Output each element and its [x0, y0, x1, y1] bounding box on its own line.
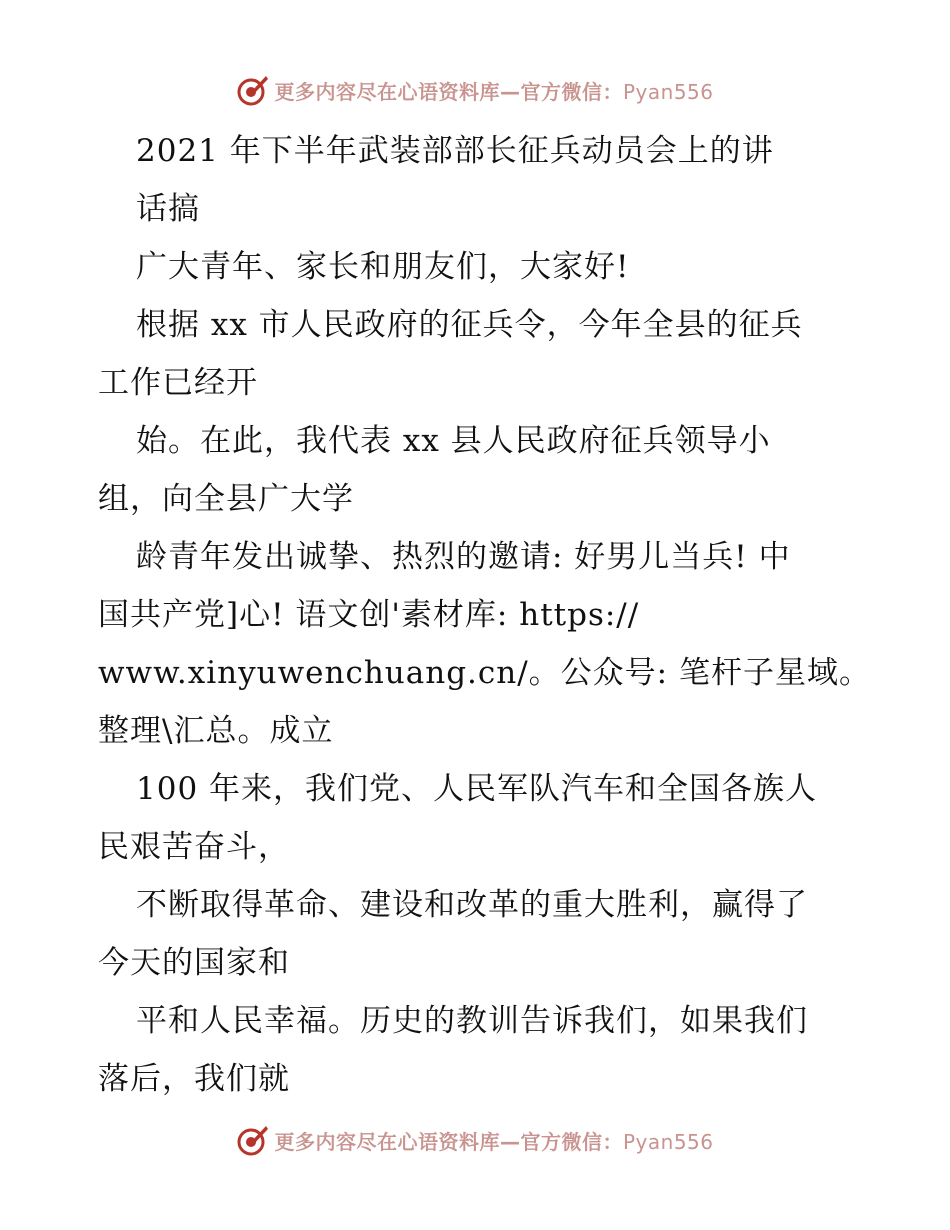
title-line-1: 2021 年下半年武装部部长征兵动员会上的讲 — [136, 133, 774, 169]
body-line: 始。在此，我代表 xx 县人民政府征兵领导小 — [136, 423, 771, 459]
body-line: 龄青年发出诚挚、热烈的邀请: 好男儿当兵! 中 — [136, 539, 791, 575]
document-body — [98, 122, 871, 1108]
body-line: 今天的国家和 — [98, 945, 290, 981]
header-banner-text: 更多内容尽在心语资料库—官方微信：Pyan556 — [274, 79, 714, 104]
title-line-2: 话搞 — [136, 191, 200, 227]
body-line: 100 年来，我们党、人民军队汽车和全国各族人 — [136, 771, 818, 807]
wechat-id: Pyan556 — [622, 1129, 714, 1154]
body-line: 不断取得革命、建设和改革的重大胜利，赢得了 — [136, 887, 808, 923]
body-line: 根据 xx 市人民政府的征兵令，今年全县的征兵 — [136, 307, 803, 343]
body-line: 平和人民幸福。历史的教训告诉我们，如果我们 — [136, 1003, 808, 1039]
quill-logo-icon — [236, 73, 270, 107]
footer-banner-text: 更多内容尽在心语资料库—官方微信：Pyan556 — [274, 1129, 714, 1154]
quill-logo-icon — [236, 1123, 270, 1157]
body-line: 工作已经开 — [98, 365, 258, 401]
body-line: www.xinyuwenchuang.cn/。公众号: 笔杆子星域。 — [98, 655, 871, 691]
wechat-id: Pyan556 — [622, 79, 714, 104]
body-line: 组，向全县广大学 — [98, 481, 354, 517]
header-banner — [0, 70, 950, 110]
body-line: 广大青年、家长和朋友们，大家好! — [136, 249, 630, 285]
body-line: 落后，我们就 — [98, 1061, 290, 1097]
footer-banner — [0, 1120, 950, 1160]
body-line: 整理\汇总。成立 — [98, 713, 334, 749]
body-line: 国共产党]心! 语文创'素材库: https:// — [98, 597, 640, 633]
body-line: 民艰苦奋斗， — [98, 829, 290, 865]
